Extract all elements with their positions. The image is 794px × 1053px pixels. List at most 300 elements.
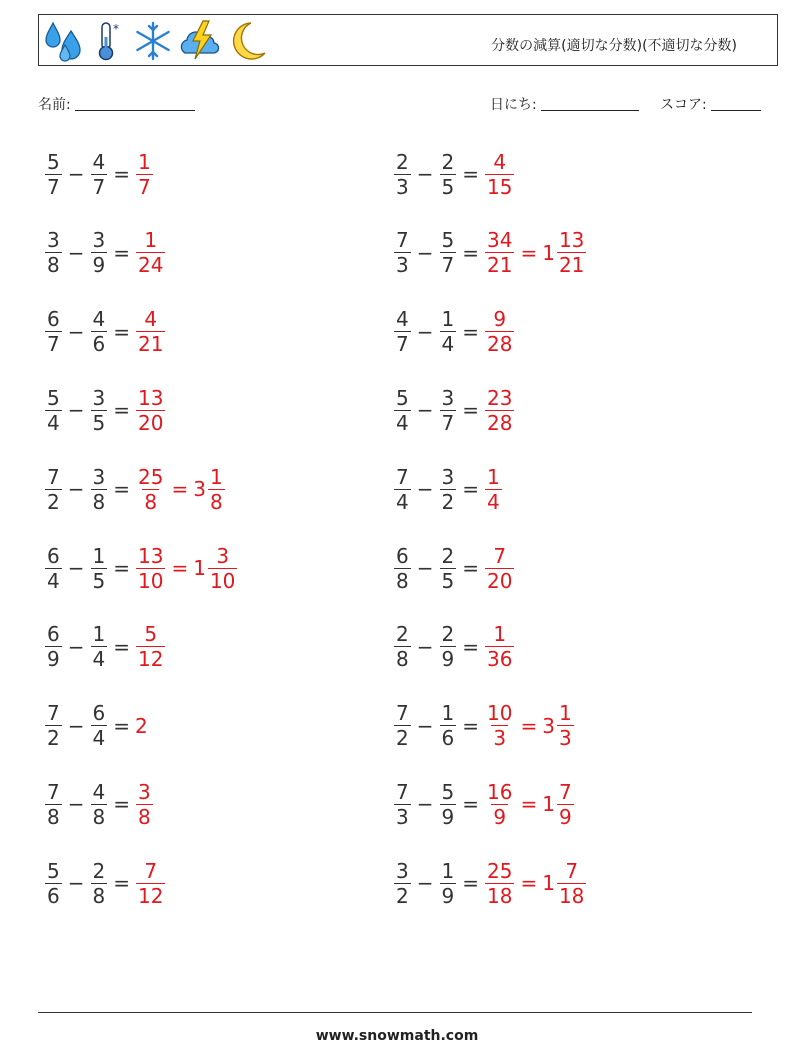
mixed-fraction-denominator: 18 bbox=[558, 883, 585, 908]
first-fraction-numerator: 6 bbox=[396, 543, 409, 568]
answer-fraction-numerator: 7 bbox=[144, 858, 158, 883]
moon-icon bbox=[225, 19, 269, 63]
answer bbox=[135, 622, 166, 671]
second-fraction-denominator: 8 bbox=[92, 489, 106, 514]
equals-sign: = bbox=[113, 792, 130, 817]
second-fraction-denominator: 7 bbox=[441, 410, 455, 435]
equals-sign: = bbox=[113, 713, 130, 738]
answer-fraction bbox=[485, 701, 514, 750]
problem-item bbox=[393, 696, 575, 756]
second-fraction bbox=[91, 622, 108, 671]
second-fraction bbox=[91, 701, 108, 750]
answer-fraction-numerator: 5 bbox=[144, 622, 158, 647]
equals-sign: = bbox=[113, 319, 130, 344]
first-fraction-numerator: 7 bbox=[396, 464, 409, 489]
score-field bbox=[660, 94, 761, 114]
first-fraction-denominator: 2 bbox=[47, 726, 60, 751]
second-fraction bbox=[91, 307, 108, 356]
first-fraction-denominator: 8 bbox=[47, 253, 60, 278]
name-field bbox=[38, 94, 195, 114]
mixed-equals-sign: = bbox=[520, 713, 538, 738]
first-fraction-numerator: 5 bbox=[396, 385, 409, 410]
answer-fraction-numerator: 16 bbox=[487, 779, 513, 804]
answer-fraction-denominator: 7 bbox=[138, 174, 151, 199]
first-fraction bbox=[394, 228, 411, 277]
first-fraction-numerator: 7 bbox=[396, 779, 409, 804]
first-fraction bbox=[45, 228, 62, 277]
answer bbox=[135, 386, 166, 435]
mixed-fraction-denominator: 21 bbox=[558, 253, 585, 278]
answer bbox=[135, 228, 166, 277]
first-fraction bbox=[45, 544, 62, 593]
first-fraction bbox=[394, 544, 411, 593]
answer-fraction bbox=[485, 465, 502, 514]
answer-fraction-denominator: 3 bbox=[493, 726, 507, 751]
minus-sign: − bbox=[67, 162, 85, 186]
footer-url: www.snowmath.com bbox=[315, 1028, 479, 1044]
second-fraction-denominator: 5 bbox=[441, 568, 455, 593]
answer-fraction-denominator: 20 bbox=[138, 410, 164, 435]
answer-fraction bbox=[136, 150, 153, 199]
second-fraction-denominator: 4 bbox=[92, 647, 106, 672]
second-fraction-numerator: 1 bbox=[92, 622, 106, 647]
footer-divider bbox=[38, 1012, 752, 1013]
problem-item bbox=[44, 774, 154, 834]
equals-sign: = bbox=[462, 240, 479, 265]
first-fraction bbox=[45, 780, 62, 829]
header-icons bbox=[43, 19, 273, 63]
second-fraction-numerator: 4 bbox=[92, 149, 106, 174]
first-fraction-numerator: 7 bbox=[47, 701, 60, 726]
second-fraction bbox=[440, 780, 457, 829]
first-fraction-numerator: 2 bbox=[396, 149, 409, 174]
second-fraction bbox=[440, 701, 457, 750]
second-fraction bbox=[440, 465, 457, 514]
first-fraction-numerator: 5 bbox=[47, 385, 60, 410]
minus-sign: − bbox=[67, 713, 85, 738]
mixed-whole: 1 bbox=[542, 792, 555, 817]
problem-item bbox=[393, 774, 575, 834]
equals-sign: = bbox=[462, 634, 479, 659]
answer-fraction-denominator: 24 bbox=[138, 253, 164, 278]
problem-item bbox=[393, 144, 515, 204]
second-fraction-numerator: 2 bbox=[441, 622, 455, 647]
mixed-equals-sign: = bbox=[520, 792, 538, 817]
score-blank[interactable] bbox=[711, 96, 761, 111]
name-blank[interactable] bbox=[75, 96, 195, 111]
first-fraction bbox=[45, 465, 62, 514]
mixed-fraction-denominator: 8 bbox=[209, 489, 223, 514]
second-fraction-numerator: 1 bbox=[441, 858, 455, 883]
minus-sign: − bbox=[416, 556, 434, 580]
first-fraction-denominator: 7 bbox=[47, 332, 60, 357]
answer-fraction-denominator: 10 bbox=[138, 568, 164, 593]
second-fraction-denominator: 8 bbox=[92, 804, 106, 829]
answer-fraction-numerator: 25 bbox=[487, 858, 513, 883]
second-fraction bbox=[91, 150, 108, 199]
first-fraction-denominator: 9 bbox=[47, 647, 60, 672]
first-fraction-denominator: 8 bbox=[396, 568, 409, 593]
answer-fraction-numerator: 4 bbox=[144, 307, 158, 332]
first-fraction-denominator: 8 bbox=[396, 647, 409, 672]
answer-fraction bbox=[136, 622, 165, 671]
answer-fraction bbox=[485, 228, 514, 277]
answer-fraction-numerator: 1 bbox=[487, 464, 500, 489]
date-field bbox=[490, 94, 639, 114]
problem-item bbox=[393, 380, 515, 440]
second-fraction-numerator: 2 bbox=[441, 543, 455, 568]
answer-fraction-numerator: 13 bbox=[138, 385, 164, 410]
first-fraction-numerator: 7 bbox=[396, 228, 409, 253]
equals-sign: = bbox=[462, 398, 479, 423]
answer-fraction-numerator: 25 bbox=[138, 464, 164, 489]
first-fraction-denominator: 4 bbox=[396, 489, 409, 514]
equals-sign: = bbox=[113, 477, 130, 502]
second-fraction-numerator: 1 bbox=[441, 701, 455, 726]
second-fraction-numerator: 2 bbox=[441, 149, 455, 174]
date-label: 日にち: bbox=[490, 97, 537, 113]
answer-fraction-numerator: 23 bbox=[487, 385, 513, 410]
answer-fraction bbox=[485, 780, 514, 829]
second-fraction-denominator: 5 bbox=[92, 568, 106, 593]
problem-item bbox=[393, 223, 587, 283]
date-blank[interactable] bbox=[541, 96, 639, 111]
snowflake-icon bbox=[131, 19, 175, 63]
second-fraction-denominator: 9 bbox=[441, 647, 455, 672]
mixed-equals-sign: = bbox=[520, 240, 538, 265]
first-fraction-denominator: 3 bbox=[396, 804, 409, 829]
equals-sign: = bbox=[113, 398, 130, 423]
second-fraction-numerator: 3 bbox=[441, 385, 455, 410]
mixed-fraction-numerator: 7 bbox=[558, 779, 572, 804]
mixed-whole: 3 bbox=[542, 713, 555, 738]
mixed-whole: 1 bbox=[193, 556, 206, 580]
first-fraction bbox=[45, 859, 62, 908]
answer-fraction bbox=[485, 544, 514, 593]
problem-item bbox=[393, 538, 515, 598]
first-fraction-numerator: 7 bbox=[47, 779, 60, 804]
equals-sign: = bbox=[462, 319, 479, 344]
mixed-fraction-denominator: 3 bbox=[558, 726, 572, 751]
mixed-whole: 3 bbox=[193, 477, 206, 502]
second-fraction-numerator: 5 bbox=[441, 228, 455, 253]
first-fraction-numerator: 3 bbox=[47, 228, 60, 253]
second-fraction-numerator: 2 bbox=[92, 858, 106, 883]
second-fraction-denominator: 6 bbox=[92, 332, 106, 357]
first-fraction-denominator: 2 bbox=[47, 489, 60, 514]
answer bbox=[135, 859, 166, 908]
equals-sign: = bbox=[462, 477, 479, 502]
first-fraction bbox=[45, 622, 62, 671]
answer-fraction bbox=[136, 228, 165, 277]
equals-sign: = bbox=[113, 240, 130, 265]
second-fraction bbox=[440, 544, 457, 593]
minus-sign: − bbox=[67, 240, 85, 265]
answer-fraction-numerator: 34 bbox=[487, 228, 513, 253]
answer-fraction bbox=[485, 386, 514, 435]
thermometer-icon bbox=[91, 19, 127, 63]
answer-fraction-denominator: 18 bbox=[487, 883, 513, 908]
second-fraction-denominator: 9 bbox=[92, 253, 106, 278]
answer-fraction-numerator: 9 bbox=[493, 307, 507, 332]
first-fraction-denominator: 4 bbox=[47, 410, 60, 435]
minus-sign: − bbox=[67, 477, 85, 502]
second-fraction-numerator: 4 bbox=[92, 779, 106, 804]
first-fraction-denominator: 2 bbox=[396, 883, 409, 908]
first-fraction-numerator: 4 bbox=[396, 307, 409, 332]
answer-fraction-numerator: 10 bbox=[487, 701, 513, 726]
second-fraction bbox=[440, 386, 457, 435]
answer bbox=[484, 228, 587, 277]
second-fraction bbox=[91, 859, 108, 908]
equals-sign: = bbox=[462, 792, 479, 817]
second-fraction-denominator: 7 bbox=[92, 174, 106, 199]
second-fraction-numerator: 6 bbox=[92, 701, 106, 726]
equals-sign: = bbox=[113, 556, 130, 580]
equals-sign: = bbox=[113, 162, 130, 186]
second-fraction-numerator: 3 bbox=[92, 464, 106, 489]
answer-fraction-numerator: 13 bbox=[138, 543, 164, 568]
minus-sign: − bbox=[416, 319, 434, 344]
answer-fraction-denominator: 9 bbox=[493, 804, 507, 829]
minus-sign: − bbox=[67, 398, 85, 423]
worksheet-title: 分数の減算(適切な分数)(不適切な分数) bbox=[491, 38, 737, 54]
first-fraction bbox=[394, 780, 411, 829]
answer-fraction bbox=[136, 859, 165, 908]
score-label: スコア: bbox=[660, 97, 707, 113]
answer bbox=[484, 465, 503, 514]
mixed-fraction bbox=[557, 701, 574, 750]
first-fraction bbox=[394, 150, 411, 199]
first-fraction-denominator: 7 bbox=[47, 174, 60, 199]
second-fraction-denominator: 5 bbox=[92, 410, 106, 435]
problem-item bbox=[393, 617, 515, 677]
minus-sign: − bbox=[67, 556, 85, 580]
answer-fraction-denominator: 15 bbox=[487, 174, 513, 199]
minus-sign: − bbox=[67, 319, 85, 344]
first-fraction-denominator: 3 bbox=[396, 174, 409, 199]
problem-item bbox=[393, 459, 503, 519]
second-fraction bbox=[91, 228, 108, 277]
answer bbox=[484, 544, 515, 593]
answer-fraction bbox=[136, 307, 165, 356]
answer bbox=[484, 622, 515, 671]
mixed-fraction bbox=[557, 780, 574, 829]
answer-fraction-numerator: 3 bbox=[138, 779, 151, 804]
answer bbox=[484, 780, 575, 829]
answer-fraction-denominator: 12 bbox=[138, 647, 164, 672]
second-fraction bbox=[91, 386, 108, 435]
problem-item bbox=[44, 853, 166, 913]
minus-sign: − bbox=[416, 240, 434, 265]
header-box bbox=[38, 14, 778, 66]
mixed-fraction bbox=[557, 859, 586, 908]
first-fraction-denominator: 4 bbox=[47, 568, 60, 593]
first-fraction bbox=[394, 465, 411, 514]
first-fraction-numerator: 2 bbox=[396, 622, 409, 647]
second-fraction-denominator: 9 bbox=[441, 883, 455, 908]
answer bbox=[484, 859, 587, 908]
minus-sign: − bbox=[67, 871, 85, 896]
second-fraction bbox=[91, 780, 108, 829]
second-fraction-denominator: 8 bbox=[92, 883, 106, 908]
first-fraction-numerator: 6 bbox=[47, 622, 60, 647]
first-fraction-denominator: 3 bbox=[396, 253, 409, 278]
answer bbox=[135, 544, 238, 593]
mixed-fraction-numerator: 1 bbox=[558, 701, 572, 726]
mixed-fraction-denominator: 10 bbox=[209, 568, 236, 593]
first-fraction-denominator: 6 bbox=[47, 883, 60, 908]
first-fraction bbox=[394, 859, 411, 908]
name-label: 名前: bbox=[38, 97, 71, 113]
second-fraction-denominator: 4 bbox=[92, 726, 106, 751]
problem-item bbox=[44, 223, 166, 283]
problem-item bbox=[393, 853, 587, 913]
mixed-fraction-numerator: 1 bbox=[209, 464, 223, 489]
minus-sign: − bbox=[416, 162, 434, 186]
mixed-equals-sign: = bbox=[171, 477, 189, 502]
answer bbox=[135, 307, 166, 356]
problem-item bbox=[44, 459, 226, 519]
answer-fraction-denominator: 21 bbox=[138, 332, 164, 357]
second-fraction bbox=[91, 465, 108, 514]
answer bbox=[135, 465, 226, 514]
answer-fraction-denominator: 21 bbox=[487, 253, 513, 278]
answer-fraction-denominator: 20 bbox=[487, 568, 513, 593]
first-fraction-numerator: 7 bbox=[47, 464, 60, 489]
answer bbox=[484, 150, 515, 199]
mixed-fraction-numerator: 13 bbox=[558, 228, 585, 253]
answer-fraction-numerator: 1 bbox=[138, 149, 151, 174]
first-fraction-numerator: 5 bbox=[47, 858, 60, 883]
minus-sign: − bbox=[416, 477, 434, 502]
answer-whole: 2 bbox=[135, 713, 148, 738]
answer-fraction bbox=[485, 859, 514, 908]
second-fraction bbox=[440, 150, 457, 199]
mixed-equals-sign: = bbox=[171, 556, 189, 580]
answer bbox=[135, 714, 149, 738]
answer bbox=[484, 307, 515, 356]
answer-fraction bbox=[136, 780, 153, 829]
problem-item bbox=[393, 302, 515, 362]
first-fraction bbox=[394, 307, 411, 356]
equals-sign: = bbox=[462, 713, 479, 738]
first-fraction-numerator: 5 bbox=[47, 149, 60, 174]
mixed-fraction-numerator: 7 bbox=[565, 858, 579, 883]
second-fraction-denominator: 2 bbox=[441, 489, 455, 514]
answer bbox=[484, 386, 515, 435]
second-fraction-denominator: 7 bbox=[441, 253, 455, 278]
mixed-equals-sign: = bbox=[520, 871, 538, 896]
mixed-fraction bbox=[557, 228, 586, 277]
answer-fraction-numerator: 1 bbox=[493, 622, 507, 647]
answer-fraction-denominator: 12 bbox=[138, 883, 164, 908]
problem-item bbox=[44, 380, 166, 440]
answer bbox=[135, 150, 154, 199]
mixed-fraction-numerator: 3 bbox=[216, 543, 230, 568]
answer-fraction bbox=[136, 465, 165, 514]
answer-fraction bbox=[136, 544, 165, 593]
answer-fraction-numerator: 7 bbox=[493, 543, 507, 568]
first-fraction-numerator: 6 bbox=[47, 543, 60, 568]
first-fraction bbox=[394, 622, 411, 671]
second-fraction-denominator: 9 bbox=[441, 804, 455, 829]
problem-item bbox=[44, 617, 166, 677]
mixed-fraction bbox=[208, 544, 237, 593]
first-fraction bbox=[45, 307, 62, 356]
minus-sign: − bbox=[416, 398, 434, 423]
answer-fraction bbox=[485, 150, 514, 199]
answer-fraction-denominator: 36 bbox=[487, 647, 513, 672]
mixed-fraction-denominator: 9 bbox=[558, 804, 572, 829]
second-fraction-numerator: 5 bbox=[441, 779, 455, 804]
second-fraction-numerator: 3 bbox=[92, 385, 106, 410]
equals-sign: = bbox=[462, 162, 479, 186]
answer-fraction-numerator: 1 bbox=[144, 228, 158, 253]
first-fraction-numerator: 6 bbox=[47, 307, 60, 332]
first-fraction-denominator: 8 bbox=[47, 804, 60, 829]
answer-fraction-denominator: 8 bbox=[138, 804, 151, 829]
second-fraction-denominator: 6 bbox=[441, 726, 455, 751]
second-fraction bbox=[440, 307, 457, 356]
mixed-whole: 1 bbox=[542, 871, 555, 896]
minus-sign: − bbox=[67, 634, 85, 659]
problem-item bbox=[44, 144, 154, 204]
problem-item bbox=[44, 696, 149, 756]
minus-sign: − bbox=[416, 713, 434, 738]
second-fraction-numerator: 1 bbox=[92, 543, 106, 568]
minus-sign: − bbox=[416, 792, 434, 817]
first-fraction bbox=[45, 701, 62, 750]
first-fraction-denominator: 2 bbox=[396, 726, 409, 751]
first-fraction-numerator: 3 bbox=[396, 858, 409, 883]
first-fraction bbox=[394, 701, 411, 750]
equals-sign: = bbox=[113, 871, 130, 896]
mixed-whole: 1 bbox=[542, 240, 555, 265]
minus-sign: − bbox=[416, 634, 434, 659]
second-fraction bbox=[440, 859, 457, 908]
answer-fraction bbox=[485, 307, 514, 356]
minus-sign: − bbox=[67, 792, 85, 817]
second-fraction bbox=[91, 544, 108, 593]
answer-fraction-denominator: 28 bbox=[487, 332, 513, 357]
second-fraction-denominator: 4 bbox=[441, 332, 455, 357]
second-fraction-numerator: 3 bbox=[441, 464, 455, 489]
second-fraction-numerator: 3 bbox=[92, 228, 106, 253]
answer-fraction-numerator: 4 bbox=[493, 149, 507, 174]
svg-text:*: * bbox=[113, 22, 119, 36]
second-fraction bbox=[440, 228, 457, 277]
answer bbox=[135, 780, 154, 829]
answer bbox=[484, 701, 575, 750]
answer-fraction bbox=[136, 386, 165, 435]
answer-fraction bbox=[485, 622, 514, 671]
problem-item bbox=[44, 302, 166, 362]
water-drops-icon bbox=[43, 19, 87, 63]
second-fraction-denominator: 5 bbox=[441, 174, 455, 199]
first-fraction bbox=[45, 386, 62, 435]
minus-sign: − bbox=[416, 871, 434, 896]
second-fraction-numerator: 4 bbox=[92, 307, 106, 332]
storm-cloud-icon bbox=[177, 19, 223, 63]
equals-sign: = bbox=[462, 871, 479, 896]
second-fraction bbox=[440, 622, 457, 671]
problem-item bbox=[44, 538, 238, 598]
first-fraction-denominator: 4 bbox=[396, 410, 409, 435]
answer-fraction-denominator: 28 bbox=[487, 410, 513, 435]
first-fraction bbox=[45, 150, 62, 199]
second-fraction-numerator: 1 bbox=[441, 307, 455, 332]
